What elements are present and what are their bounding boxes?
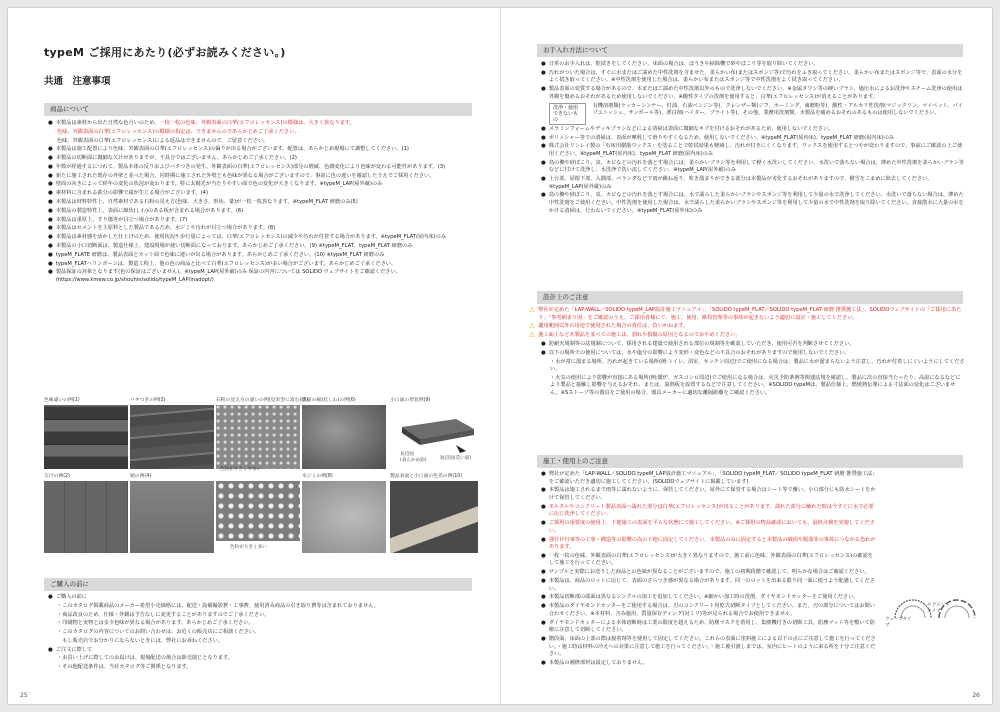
list-item [541, 636, 877, 659]
bullet-icon: ● [541, 340, 546, 347]
item-text: 本製品の補修部材は設定しておりません。 [548, 659, 648, 666]
list-item [529, 332, 965, 340]
item-text [56, 199, 476, 207]
item-text-plain: 年数が経過するにつれて、製品本体の反りおよびバタつきの発生、外観表面の白華(エフロレッセンス)部分の増減、色調変化により色味が変わる可能性があります。(3) [55, 163, 446, 170]
bullet-icon: ● [541, 503, 546, 510]
section-subtitle: 共通 注意事項 [44, 76, 111, 87]
photo-surface-edge-diff [390, 481, 478, 553]
product-notes-list [48, 120, 476, 286]
bullet-icon: ● [541, 125, 546, 132]
list-item [48, 225, 476, 233]
list-item [541, 359, 965, 374]
photo-grid [44, 396, 478, 566]
bullet-icon: ● [541, 594, 546, 601]
prohibited-label: 洗浄・使用できないもの [549, 103, 586, 125]
list-item [541, 341, 965, 349]
note-large-grains: 色粒が大きく多い [230, 545, 267, 550]
photo-chipping [44, 481, 128, 553]
list-item [48, 243, 476, 251]
item-text: 一枚一枚の色味、外観表面の白華(エフロレッセンス)が大きく異なりますので、施工前に色味、外観表面の白華(エフロレッセンス)の確認をして施工を行ってください。 [548, 552, 873, 567]
list-item [48, 647, 476, 655]
photo-label: 製品表面と小口面の色差の例(10) [390, 474, 463, 479]
bullet-icon: ● [48, 594, 53, 600]
item-text: ・水が常に溜まる場所、汚れが起きている場所(例:トイレ、浴室、キッチン周辺)でご使用になる場合は、製品に水が溜まらないよう注意し、汚れが付着しにくいようにしてください。 [550, 358, 965, 373]
list-item [48, 638, 476, 646]
list-item [48, 164, 476, 172]
page-number: 26 [972, 692, 980, 699]
bullet-icon: ● [541, 487, 546, 494]
bullet-icon: ● [48, 120, 53, 126]
design-list [529, 307, 965, 399]
warning-icon: ⚠ [529, 306, 536, 314]
bullet-icon: ● [48, 251, 53, 258]
item-text [56, 234, 476, 242]
bullet-icon: ● [541, 134, 546, 141]
photo-large-grains [216, 481, 300, 541]
list-item [48, 252, 476, 260]
bullet-icon: ● [48, 199, 53, 206]
item-text: サンプルと実際にお送りした商品との色味が異なることがございますので、施工の初期段階で確認して、明らかな場合はご確認ください。 [548, 569, 870, 576]
item-text: ご採用の重要度の使用上、下地施工の表面を平らな状態にて施工してください。※ご採用の物品確認においても、最終点検を実施してください。 [548, 520, 875, 534]
bullet-icon: ● [541, 192, 546, 199]
section-header-install: 施工・使用上のご注意 [537, 455, 963, 468]
list-item [48, 603, 476, 611]
list-item [541, 471, 877, 486]
item-text [56, 146, 476, 154]
bullet-icon: ● [541, 471, 546, 477]
bullet-icon [48, 638, 54, 646]
section-header-design: 設計上のご注意 [537, 291, 963, 304]
bullet-icon: ● [541, 603, 546, 610]
item-text [56, 252, 476, 260]
list-item [48, 620, 476, 628]
item-text-emphasis: 色味、外観表面の白華(エフロレッセンス)の模様の指定は、できませんのであらかじめご了承ください。 [57, 128, 300, 135]
bullet-icon: ● [541, 349, 546, 356]
bullet-icon: ● [541, 659, 546, 666]
item-text: ・印刷物と実物とは多少色味が異なる場合があります。あらかじめご了承ください。 [57, 620, 254, 627]
item-text: ・商品改良のため、仕様・外観は予告なしに変更することがありますのでご了承ください。 [57, 611, 270, 618]
page-number: 25 [20, 692, 28, 699]
item-text: 本製品のダイヤモンドカッターをご使用する場合は、刃のコンクリート用乾式切断タイプとしてください。また、刃の部分についてはお問い合わせください。※本材料、含み施用、質量保存ディング(対ミリ)等が見られる場合でお使用できません。 [548, 603, 875, 617]
section-header-purchase: ご購入の前に [44, 578, 472, 591]
item-text-emphasis: 一枚一枚の色味、外観表面の白華(エフロレッセンス)の模様は、大きく異なります。 [159, 120, 355, 126]
list-item [541, 126, 965, 134]
care-list [541, 61, 965, 216]
item-text [56, 269, 476, 284]
note-long-side: 長辺面 (表らかめ面) [400, 452, 427, 463]
item-text: 汚れがついた場合は、すぐに水またはご濡めた中性洗剤を含ませた、柔らかい布(またはスポンジ等)で汚れをふき取ってください。柔らかい布またはスポンジ等で、表面の水分をよく拭き取ってください。※中性洗剤を使用した場合は、柔らかい布またはスポンジ等で中性洗剤をよく拭き取ってください。 [548, 69, 963, 84]
item-text: 本製品は施工されるまで雨等に濡れないように、保管してください。屋外にて保管する場合はシート等で覆い、小口部分にも防水シートをかけて保管してください。 [548, 487, 876, 501]
bullet-icon [48, 129, 54, 137]
bullet-icon: ● [541, 176, 546, 183]
bullet-icon: ● [541, 520, 546, 527]
list-item [541, 160, 965, 175]
item-text-plain: 本製品は重厚上、すり傷等が目立つ場合があります。(7) [55, 216, 188, 223]
photo-label: 色味違いの例(1) [44, 398, 80, 403]
list-item [541, 569, 877, 577]
bullet-icon [48, 138, 54, 146]
left-page [8, 8, 500, 704]
photo-rust [130, 481, 214, 553]
bullet-icon [541, 375, 547, 398]
list-item [48, 146, 476, 154]
section-header-product: 商品について [44, 103, 472, 116]
list-item [541, 70, 965, 85]
item-text: 本製品は、商品のロットに応じて、表面のざらつき感が異なる場合があります。同一のロットを出来る限り同一面に使うよう配慮してください。 [548, 578, 875, 592]
bullet-icon [48, 655, 54, 663]
list-item [48, 120, 476, 128]
item-text-plain: typeM_FLATヘリンボーンは、製造工程上、他の色の商品と比べて白華(エフロレッセンス)が多い場合がございます。あらかじめご了承ください。 [55, 260, 397, 267]
photo-label: 水ジミの例(8) [302, 474, 333, 479]
bullet-icon: ● [541, 143, 546, 150]
list-item [529, 307, 965, 322]
list-item [48, 655, 476, 663]
list-item [541, 553, 877, 568]
photo-surface-wrinkle [302, 405, 386, 469]
bullet-icon: ● [48, 207, 53, 214]
item-text [56, 217, 476, 225]
photo-water-stain [302, 481, 386, 553]
photo-label: 表面の線状(しわ)の例(6) [302, 398, 356, 403]
photo-label: 石粉の見え方の違いの例(見栄型に富む)(5) [216, 398, 309, 403]
bullet-icon: ● [541, 69, 546, 76]
item-text [56, 208, 476, 216]
list-item [541, 487, 877, 502]
item-text: 本製品切断部の端面は異なるシンクルの加工を追加してください。※細かい加工時の洗剤、ダイヤモンドカッターをご使用ください。 [548, 594, 859, 601]
list-item [48, 199, 476, 207]
wave-type-label: ウェーブタイプ [885, 617, 912, 628]
item-text: ・このカタログの内容についてのお問い合わせは、お近くの販売店にご相談ください。 [57, 629, 260, 636]
item-text-plain: 本製品の製造特性上、表面に線状(しわ)のある板が含まれる場合があります。(6) [55, 207, 244, 214]
item-text: 防耐火規制等の法規制について、採用される建築で使用される部位の規制等を確認していただき、使用可否を判断させてください。 [548, 340, 855, 347]
bullet-icon [48, 620, 54, 628]
item-text [56, 243, 476, 251]
list-item [48, 138, 476, 146]
item-text: 株式会社リンレイ製の「石床用樹脂ワックス」を塗ることで乾拭効果も軽減し、汚れが付きにくくなります。ワックスを使用するとつやが変わりますので、事前にご確認の上ご使用ください。※typeM_FLAT(屋内床)、typeM_FLAT 研磨(屋内床)のみ [548, 143, 963, 157]
list-item [541, 520, 877, 535]
purchase-notes-list [48, 594, 476, 673]
item-text-plain: 素材料に含まれる鉄分の影響で錆が生じる場合がございます。(4) [55, 190, 208, 197]
item-text [56, 120, 476, 128]
item-text: 製品表面の変質する場合があるので、木またはご濡めた中性洗剤以外のもので洗浄しないでください。※金属タワシ等の硬いブラシ、塩压水によるお洗浄やスチーム洗浄の使用は外観を傷めるおそれがあるため使用しないでください。※酸性タイプの洗剤を使用すると、白華(エフロレッセンス)が消えることがあります。 [548, 86, 963, 100]
care-prohibited-box [549, 103, 965, 125]
list-item [48, 629, 476, 637]
bullet-icon: ● [48, 155, 53, 162]
list-item [541, 620, 877, 635]
warning-icon: ⚠ [529, 331, 536, 340]
bullet-icon [48, 629, 54, 637]
bullet-icon: ● [48, 225, 53, 232]
bullet-icon [48, 603, 54, 611]
item-text: ポリッシャー等での清掃は、表面が摩耗して滑りやすくなるため、使用しないでください。※typeM_FLAT(屋内床)、typeM_FLAT 研磨(屋内床)のみ [548, 134, 895, 141]
item-text: 鳥の糞や砂ぼこり、虫、カビなどの汚れを落とす場合には、柔らかいブラシ等を利用して軽く水洗いしてください。水洗いで落ちない場合は、薄めた中性洗剤を柔らかいブラシ等などに付けて洗浄し、水洗浄で洗い流してください。※typeM_LAP(屋外厳)のみ [548, 159, 964, 174]
list-item [541, 375, 965, 398]
list-item [541, 660, 877, 668]
item-text-plain: 本製品はセメントを主原料とした製品であるため、水ジミや汚れが目立つ場合があります。(8) [55, 225, 276, 232]
item-text: ・その他配送条件は、当社カタログ等ご関係となります。 [57, 664, 192, 671]
bullet-icon: ● [48, 163, 53, 170]
segment-type-label: セグメントタイプ [927, 603, 950, 614]
list-item [48, 181, 476, 189]
bullet-icon: ● [541, 635, 546, 642]
item-text [56, 155, 476, 163]
item-text-plain: 本製品の切断面に微細な欠けがありますが、不具合ではございません。あらかじめご了承ください。(2) [55, 155, 297, 162]
item-text: ・火気の使用により影響が直接にある場所(例:暖炉、ガスコンロ周辺)でご使用になる場合は、火災予防条例等関連法規を確認し、製品に次の直接当たったり、高温になるなどにより製品と接触し影響を与えるおそれ、または、温熱板を設置するなどで注意してください。※SOLIDO typeMは、製品仕様上、燃焼熱伝導による寸法面の変化はございません。※Sストーブ等の器具をご使用の場合、器具メーカーに適切な離隔距離をご確認ください。 [550, 374, 961, 397]
bullet-icon: ● [48, 646, 53, 653]
item-text: 弊社が定めた「LAP-WALL／SOLIDO typeM_LAP設計施工マニュアル」、「SOLIDO typeM_FLAT／SOLIDO typeM_FLAT 研磨 推奨施工法」をご確認いただき適切に施工してください。(SOLIDOウェブサイトに掲載しています) [548, 471, 875, 485]
bullet-icon: ● [541, 61, 546, 67]
list-item [48, 664, 476, 672]
item-text: 階段面、床面の上部の際は接着剤等を使用して固定してください。これらの表面に塗料施工による以下の点にご注意して施工を行ってください。・施工時は材料の冷えへの対策に注意して施工を行ってください。・施工後引渡しまでは、室内にヒートのように来る所を十分ご注意ください。 [548, 635, 876, 658]
page-title: typeM ご採用にあたり(必ずお読みください。) [44, 46, 286, 59]
list-item [541, 86, 965, 101]
bullet-icon: ● [48, 172, 53, 179]
item-text: 弊社が定めた「LAP-WALL／SOLIDO typeM_LAP設計施工マニュアル」、「SOLIDO typeM_FLAT／SOLIDO typeM_FLAT 研磨 推奨施工法」、SOLIDOウェブサイトの「ご採用にあたり」「参考納まり図」をご確認のうえ、ご採用者様にて、施工、使用、維持管理等の事故が起きないよう適切に設計・施工してください。 [538, 307, 962, 321]
bullet-icon: ● [541, 619, 546, 626]
list-item [541, 578, 877, 593]
item-text: 強付け行事等の工事・構造等の影響の為の下地に固定してください。本製品のみに固定すると本製品の破損や脱落等の事故につながる恐れがあります。 [548, 536, 876, 551]
list-item [541, 594, 877, 602]
item-text [56, 261, 476, 269]
note-short-side: 短辺面(荒い面) [440, 456, 472, 461]
list-item [529, 323, 965, 331]
list-item [48, 155, 476, 163]
item-text [56, 181, 476, 189]
list-item [48, 208, 476, 216]
bullet-icon: ● [541, 159, 546, 166]
item-text: ・お買い上げに際してのお届けは、現場配送の場合は新売演じとなります。 [57, 655, 233, 662]
list-item [48, 173, 476, 181]
item-text: 施工面上など本製品を並べての施工は、割れや損傷の原因となるのでおやめください。 [538, 332, 741, 339]
item-text-plain: 本製品の小口切断面は、製造仕様上、建設現場が使い切断面になっております。あらかじめご了承ください。(9) ※typeM_FLAT、typeM_FLAT 研磨のみ [55, 242, 413, 249]
item-text: ご注文に際して [55, 646, 93, 653]
item-text [56, 225, 476, 233]
item-text: ・このカタログ掲載商品のメーカー希望小売価格には、配送・設備撮影費・工事費、使用済み商品の引き取り費等は含まれておりません。 [57, 602, 379, 609]
note-small-grains: 色粒が小さく少ない [220, 467, 262, 472]
list-item [48, 594, 476, 602]
item-text-plain: 本製品は材料特性上、自然素材である石粉の見え方(色味、大きさ、形状、量)が一枚一枚異なります。※typeM_FLAT 研磨のみ(5) [55, 199, 358, 206]
item-text: ご購入の前に [55, 594, 87, 600]
photo-label: 錆の例(4) [130, 474, 152, 479]
photo-warping [130, 405, 214, 469]
item-text: 土台部、屋根下部、入隅部、ベランダなどで雨が跳ね返り、吹き溜まりができる部分は本製品が劣化するおそれがありますので、積雪をこまめに除去してください。※typeM_LAP(屋外厳)のみ [548, 176, 933, 190]
photo-color-variation [44, 405, 128, 469]
item-text: 以下の場所での使用については、水や塩分の影響により変形・変色などの不具合のおそれがありますので使用しないでください。 [548, 349, 850, 356]
item-text: もし販売店でお分かりにならないときには、弊社にお尋ねください。 [57, 637, 224, 644]
list-item [48, 129, 476, 137]
bullet-icon: ● [48, 146, 53, 153]
bullet-icon [541, 359, 547, 374]
bullet-icon: ● [48, 234, 53, 241]
item-text: 適用範囲以外の用途で使用された場合の責任は、負いかねます。 [538, 323, 689, 330]
list-item [541, 504, 877, 519]
item-text [56, 190, 476, 198]
item-text-plain: 本製品は素材から出た自然な色合いのため、 [55, 120, 160, 126]
item-text-plain: 本製品は素材感を活かした仕上げのため、使用状況や歩行量によっては、白華(エフロレッセンス)の減少や汚れが付着する場合があります。※typeM_FLAT(屋内床)のみ [55, 234, 446, 241]
segment-blade-diagram [927, 598, 977, 624]
item-text [56, 173, 476, 181]
bullet-icon [48, 612, 54, 620]
bullet-icon: ● [48, 190, 53, 197]
list-item [48, 612, 476, 620]
item-text: 鳥の糞や砂ぼこり、虫、カビなどの汚れを落とす場合には、水で濡らした柔らかいブラシやスポンジ等を利用して少量の水で洗浄してください。水洗いで落ちない場合は、薄めた中性洗剤をご使用ください。中性洗剤を使用した場合は、水で濡らした柔らかいブラシやスポンジ等を利用して少量の水で中性洗剤を取り除いてください。直接散水に大量の水をかける清掃は、行わないでください。※typeM_FLAT(屋外床)のみ [548, 192, 964, 214]
bullet-icon: ● [541, 578, 546, 585]
item-text-plain: typeM_FLATE 研磨は、製品表面とカット面で色味に違いが出る場合があります。あらかじめご了承ください。(10) ※typeM_FLAT 研磨のみ [55, 251, 385, 258]
item-text [56, 164, 476, 172]
list-item [48, 190, 476, 198]
bullet-icon: ● [48, 242, 53, 249]
bullet-icon: ● [541, 536, 546, 543]
section-header-care: お手入れ方法について [537, 44, 963, 57]
item-text: 日常のお手入れは、乾拭きをしてください。床面の場合は、ほうきや掃除機で砂やほこり等を取り除いてください。 [548, 61, 819, 67]
bullet-icon: ● [48, 269, 53, 276]
item-text [57, 129, 476, 137]
list-item [48, 261, 476, 269]
bullet-icon: ● [541, 552, 546, 559]
item-text-plain: 新たに施工された既存の外壁と並べた場合、同時期に施工された外壁とも色味が異なる場合がございますので、事前に色の違いを確認したうえでご採用ください。 [55, 172, 435, 179]
bullet-icon [48, 664, 54, 672]
catalog-spread [8, 8, 992, 704]
item-text: ダイヤモンドカッターによる本体切断時は工業の限度を超えるため、防塵マスクを着用し、集塵機付きの切断工具、防塵マット等を敷いて防塵に注意して切断してください。 [548, 619, 875, 634]
photo-label: 欠けの例(2) [44, 474, 70, 479]
list-item [541, 603, 877, 618]
list-item [541, 61, 965, 69]
warning-icon: ⚠ [529, 322, 536, 331]
list-item [541, 192, 965, 215]
list-item [541, 176, 965, 191]
item-text: モルタルやコンクリート製品表面へ濡れた部分は白華(エフロレッセンス)が出ることがあります。濡れた部分に触れた時は今すぐに水で必要に応じ洗浄してください。 [548, 503, 874, 518]
bullet-icon: ● [48, 181, 53, 188]
list-item [48, 234, 476, 242]
photo-stone-powder [216, 405, 300, 469]
list-item [541, 135, 965, 143]
bullet-icon: ● [48, 216, 53, 223]
photo-label: バタつきの例(3) [130, 398, 166, 403]
item-text-plain: 色味、外観表面の白華(エフロレッセンス)による返品はできませんので、ご留意ください。 [57, 137, 269, 144]
install-list [541, 471, 877, 669]
item-text [57, 138, 476, 146]
right-page [500, 8, 992, 704]
bullet-icon: ● [541, 569, 546, 576]
item-text-plain: 壁面の向きによって経年の変化の状況が変わります。特に太陽光が当たりやすい面で色の変化が大きくなります。※typeM_LAP(屋外厳)のみ [55, 181, 383, 188]
item-text-plain: 製品保証の対象となります(色の保証はございません)。※typeM_LAP(屋外厳)のみ 保証の内容については SOLIDO ウェブサイトをご確認ください。 (https://www.kmew.co.jp/shouhin/solido/typeM_LAP/inadopt/) [55, 269, 401, 283]
list-item [541, 143, 965, 158]
photo-edge-shape [394, 405, 478, 469]
item-text-plain: 本製品は施工配置により色味、外観表面の白華(エフロレッセンス)の偏りが出る場合がございます。配置は、あらかじめ現場にて調整してください。(1) [55, 146, 409, 153]
photo-label: 小口面の形状例(9) [390, 398, 431, 403]
list-item [541, 537, 877, 552]
list-item [541, 350, 965, 358]
prohibited-text: 有機溶剤類(ラッカーシンナー、灯油、石油ベンジン等)、クレンザー類(ジフ、ホーミング、歯磨粉等)、酸性・アルカリ性洗剤(マジックリン、マイペット、パイプユニッシュ、サンポール等)、漂白剤(ハイター、ブライト等)、その他、業務用洗剤類、水製品を痛めるおそれのあるものは使用しないでください。 [592, 102, 963, 117]
bullet-icon: ● [541, 86, 546, 93]
list-item [48, 269, 476, 284]
list-item [48, 217, 476, 225]
item-text: メラミンフォームやデッキブラシなどによる清掃は表面に微細なキズを付けるおそれがあるため、使用しないでください。 [548, 125, 834, 132]
bullet-icon: ● [48, 260, 53, 267]
